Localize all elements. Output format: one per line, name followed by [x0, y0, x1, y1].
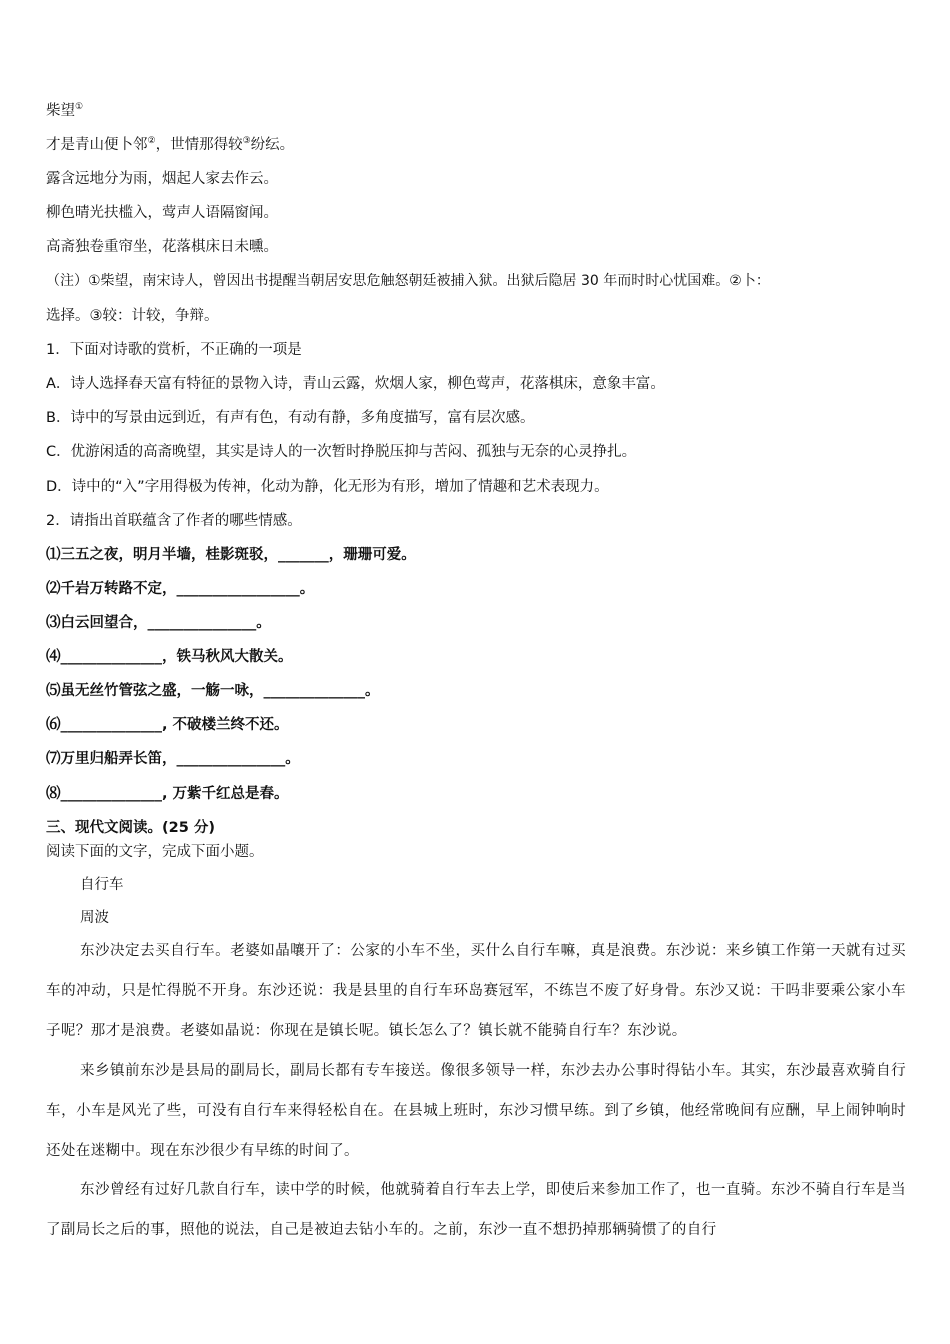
story-title: 自行车: [80, 877, 124, 893]
fill-blank-4: ⑷______________，铁马秋风大散关。: [46, 649, 293, 665]
poem-note-line-1: （注）①柴望，南宋诗人，曾因出书提醒当朝居安思危触怒朝廷被捕入狱。出狱后隐居 30 年而时时心忧国难。②卜：: [46, 273, 770, 289]
poem-title: [46, 101, 906, 121]
question-1: 1．下面对诗歌的赏析，不正确的一项是: [46, 342, 302, 358]
option-d: D．诗中的“入”字用得极为传神，化动为静，化无形为有形，增加了情趣和艺术表现力。: [46, 479, 609, 495]
fill-blank-7: ⑺万里归船弄长笛，_______________。: [46, 751, 300, 767]
question-2: 2．请指出首联蕴含了作者的哪些情感。: [46, 513, 302, 529]
poem-title-text: 柴望: [46, 103, 75, 119]
poem-line-1-note2: ②: [147, 136, 156, 147]
story-paragraph-3: 东沙曾经有过好几款自行车，读中学的时候，他就骑着自行车去上学，即使后来参加工作了，也一直骑。东沙不骑自行车是当了副局长之后的事，照他的说法，自己是被迫去钻小车的。之前，东沙一直不想扔掉那辆骑惯了的自行: [46, 1182, 906, 1238]
option-b: B．诗中的写景由远到近，有声有色，有动有静，多角度描写，富有层次感。: [46, 410, 535, 426]
story-paragraph-1: 东沙决定去买自行车。老婆如晶嚷开了：公家的小车不坐，买什么自行车嘛，真是浪费。东沙说：来乡镇工作第一天就有过买车的冲动，只是忙得脱不开身。东沙还说：我是县里的自行车环岛赛冠军，不练岂不废了好身骨。东沙又说：干吗非要乘公家小车子呢？那才是浪费。老婆如晶说：你现在是镇长呢。镇长怎么了？镇长就不能骑自行车？东沙说。: [46, 943, 906, 1039]
fill-blank-5: ⑸虽无丝竹管弦之盛，一觞一咏，______________。: [46, 683, 380, 699]
poem-line-1-part1: 才是青山便卜邻: [46, 137, 148, 153]
fill-blank-8: ⑻______________, 万紫千红总是春。: [46, 786, 289, 802]
poem-note-line-2: 选择。③较：计较，争辩。: [46, 308, 219, 324]
poem-title-note: ①: [75, 102, 84, 113]
poem-line-1-note3: ③: [242, 136, 251, 147]
story-paragraph-2: 来乡镇前东沙是县局的副局长，副局长都有专车接送。像很多领导一样，东沙去办公事时得钻小车。其实，东沙最喜欢骑自行车，小车是风光了些，可没有自行车来得轻松自在。在县城上班时，东沙习惯早练。到了乡镇，他经常晚间有应酬，早上闹钟响时还处在迷糊中。现在东沙很少有早练的时间了。: [46, 1063, 906, 1159]
poem-line-1-part3: 纷纭。: [250, 137, 295, 153]
section-3-instruction: 阅读下面的文字，完成下面小题。: [46, 844, 264, 860]
poem-line-1-part2: ，世情那得较: [155, 137, 243, 153]
fill-blank-3: ⑶白云回望合，_______________。: [46, 615, 271, 631]
story-author: 周波: [80, 910, 109, 926]
poem-line-3: 柳色晴光扶槛入，莺声人语隔窗闻。: [46, 205, 278, 221]
fill-blank-6: ⑹______________, 不破楼兰终不还。: [46, 717, 289, 733]
section-3-heading: 三、现代文阅读。(25 分): [46, 820, 215, 836]
option-a: A．诗人选择春天富有特征的景物入诗，青山云露，炊烟人家，柳色莺声，花落棋床，意象丰富。: [46, 376, 665, 392]
fill-blank-1: ⑴三五之夜，明月半墙，桂影斑驳，_______，珊珊可爱。: [46, 547, 416, 563]
poem-line-4: 高斋独卷重帘坐，花落棋床日未曛。: [46, 239, 278, 255]
fill-blank-2: ⑵千岩万转路不定，_________________。: [46, 581, 315, 597]
poem-line-2: 露含远地分为雨，烟起人家去作云。: [46, 171, 278, 187]
option-c: C．优游闲适的高斋晚望，其实是诗人的一次暂时挣脱压抑与苦闷、孤独与无奈的心灵挣扎。: [46, 444, 637, 460]
poem-line-1: [46, 135, 906, 155]
